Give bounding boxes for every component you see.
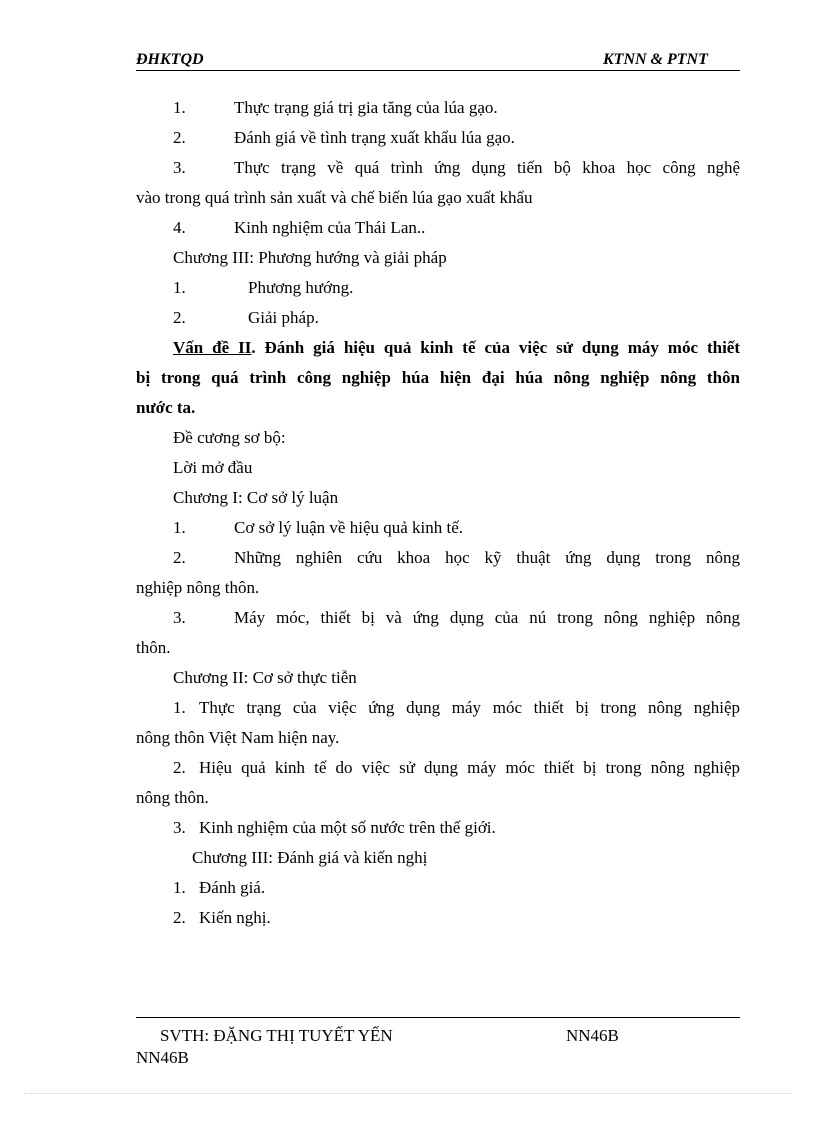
list-item-number: 3. [173,818,186,837]
list-item: Đánh giá. [199,878,266,897]
chapter-heading: Chương II: Cơ sở thực tiễn [173,668,357,687]
list-item-number: 3. [173,608,186,627]
list-item: Những nghiên cứu khoa học kỹ thuật ứng dụng trong nông [234,548,740,567]
list-item: Thực trạng của việc ứng dụng máy móc thiết bị trong nông nghiệp [199,698,740,717]
list-item-number: 1. [173,698,186,717]
footer-divider [136,1017,740,1018]
list-item-number: 2. [173,908,186,927]
header-divider [136,70,740,71]
issue-heading-line-1: Vấn đề II. Đánh giá hiệu quả kinh tế của việc sử dụng máy móc thiết [173,338,740,357]
footer-class-right: NN46B [566,1026,619,1045]
header-right: KTNN & PTNT [603,51,708,68]
list-item: Phương hướng. [248,278,354,297]
chapter-heading: Chương III: Đánh giá và kiến nghị [192,848,428,867]
list-item-number: 2. [173,548,186,567]
footer-student: SVTH: ĐẶNG THỊ TUYẾT YẾN [160,1026,393,1045]
list-item: Máy móc, thiết bị và ứng dụng của nú trong nông nghiệp nông [234,608,740,627]
issue-heading-line-2: bị trong quá trình công nghiệp húa hiện đại húa nông nghiệp nông thôn [136,368,740,387]
list-item: Hiệu quả kinh tế do việc sử dụng máy móc thiết bị trong nông nghiệp [199,758,740,777]
list-item: Đánh giá về tình trạng xuất khẩu lúa gạo. [234,128,515,147]
list-item: Thực trạng giá trị gia tăng của lúa gạo. [234,98,498,117]
chapter-heading: Chương III: Phương hướng và giải pháp [173,248,447,267]
list-item-continuation: nghiệp nông thôn. [136,578,260,597]
list-item-continuation: thôn. [136,638,171,657]
list-item-number: 3. [173,158,186,177]
chapter-heading: Chương I: Cơ sở lý luận [173,488,339,507]
list-item-number: 1. [173,518,186,537]
outline-heading: Đề cương sơ bộ: [173,428,286,447]
list-item: Kinh nghiệm của Thái Lan.. [234,218,426,237]
list-item: Giải pháp. [248,308,319,327]
list-item: Kiến nghị. [199,908,271,927]
header-left: ĐHKTQD [136,51,204,68]
issue-label: Vấn đề II [173,338,252,357]
intro-heading: Lời mở đầu [173,458,253,477]
list-item-number: 2. [173,128,186,147]
list-item-continuation: nông thôn Việt Nam hiện nay. [136,728,340,747]
list-item-continuation: nông thôn. [136,788,209,807]
list-item-number: 4. [173,218,186,237]
page-bottom-guide [24,1093,792,1094]
list-item: Kinh nghiệm của một số nước trên thế giới. [199,818,496,837]
footer-class-left: NN46B [136,1048,189,1067]
list-item: Thực trạng về quá trình ứng dụng tiến bộ khoa học công nghệ [234,158,740,177]
list-item-number: 1. [173,878,186,897]
issue-heading-line-3: nước ta. [136,398,196,417]
list-item-number: 1. [173,98,186,117]
list-item: Cơ sở lý luận về hiệu quả kinh tế. [234,518,464,537]
list-item-number: 2. [173,758,186,777]
list-item-number: 1. [173,278,186,297]
list-item-continuation: vào trong quá trình sản xuất và chế biến lúa gạo xuất khẩu [136,188,533,207]
list-item-number: 2. [173,308,186,327]
